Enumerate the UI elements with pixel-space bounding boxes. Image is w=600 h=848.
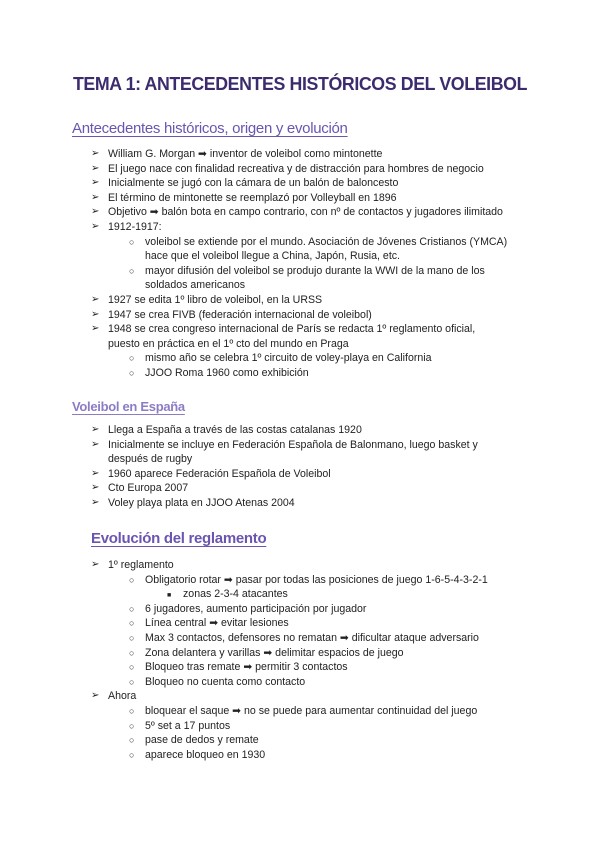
list-item: ○ Zona delantera y varillas ➡ delimitar espacios de juego xyxy=(129,646,404,659)
list-item: ○ 5º set a 17 puntos xyxy=(129,719,231,732)
list-item: ○ Bloqueo no cuenta como contacto xyxy=(129,675,306,688)
arrow-bullet-icon: ➢ xyxy=(91,177,100,189)
circle-bullet-icon: ○ xyxy=(129,662,135,673)
list-item: ○ aparece bloqueo en 1930 xyxy=(129,748,266,761)
list-item: ➢ Inicialmente se incluye en Federación Española de Balonmano, luego basket y después de rugby xyxy=(91,438,481,466)
arrow-bullet-icon: ➢ xyxy=(91,191,100,203)
arrow-bullet-icon: ➢ xyxy=(91,162,100,174)
list-item: ➢ El juego nace con finalidad recreativa y de distracción para hombres de negocio xyxy=(91,162,484,175)
arrow-bullet-icon: ➢ xyxy=(91,293,100,305)
list-item: ➢ Objetivo ➡ balón bota en campo contrario, con nº de contactos y jugadores ilimitado xyxy=(91,206,503,219)
arrow-bullet-icon: ➢ xyxy=(91,482,100,494)
list-item: ➢ Inicialmente se jugó con la cámara de un balón de baloncesto xyxy=(91,177,399,190)
arrow-bullet-icon: ➢ xyxy=(91,496,100,508)
circle-bullet-icon: ○ xyxy=(129,618,135,629)
arrow-bullet-icon: ➢ xyxy=(91,308,100,320)
spain-list xyxy=(0,423,600,511)
list-item: ➢ 1927 se edita 1º libro de voleibol, en la URSS xyxy=(91,293,323,306)
list-item: ○ pase de dedos y remate xyxy=(129,734,259,747)
list-item: ○ voleibol se extiende por el mundo. Asociación de Jóvenes Cristianos (YMCA) hace que el voleibol llegue a China, Japón, Rusia, etc. xyxy=(129,235,511,263)
list-item: ■ zonas 2-3-4 atacantes xyxy=(0,587,600,602)
circle-bullet-icon: ○ xyxy=(129,574,135,585)
list-item: ○ 6 jugadores, aumento participación por jugador xyxy=(129,602,367,615)
section-heading-spain: Voleibol en España xyxy=(72,399,185,414)
arrow-bullet-icon: ➢ xyxy=(91,690,100,702)
circle-bullet-icon: ○ xyxy=(129,367,135,378)
arrow-bullet-icon: ➢ xyxy=(91,148,100,159)
list-item: ○ Bloqueo tras remate ➡ permitir 3 contactos xyxy=(129,661,348,674)
list-item: ➢ 1960 aparece Federación Española de Voleibol xyxy=(91,467,331,480)
section-heading-rules: Evolución del reglamento xyxy=(91,530,267,547)
list-item: ➢ 1º reglamento xyxy=(91,559,174,571)
circle-bullet-icon: ○ xyxy=(129,720,135,731)
circle-bullet-icon: ○ xyxy=(129,735,135,746)
section-heading-history: Antecedentes históricos, origen y evolución xyxy=(72,120,348,137)
list-item: ➢ 1912-1917: xyxy=(91,220,162,233)
circle-bullet-icon: ○ xyxy=(129,353,135,364)
circle-bullet-icon: ○ xyxy=(129,749,135,760)
list-item: ➢ 1948 se crea congreso internacional de París se redacta 1º reglamento oficial, puesto en práctica en el 1º cto del mundo en Praga xyxy=(91,323,479,350)
list-item: ○ mayor difusión del voleibol se produjo durante la WWI de la mano de los soldados americanos xyxy=(129,264,488,292)
circle-bullet-icon: ○ xyxy=(129,647,135,658)
arrow-bullet-icon: ➢ xyxy=(91,323,100,335)
circle-bullet-icon: ○ xyxy=(129,265,135,276)
list-item: ○ mismo año se celebra 1º circuito de voley-playa en California xyxy=(129,352,432,365)
list-item: ➢ Ahora xyxy=(91,690,137,703)
rules-list xyxy=(0,558,600,762)
list-item: ➢ El término de mintonette se reemplazó por Volleyball en 1896 xyxy=(91,191,397,204)
circle-bullet-icon: ○ xyxy=(129,603,135,614)
arrow-bullet-icon: ➢ xyxy=(91,206,100,218)
arrow-bullet-icon: ➢ xyxy=(91,220,100,232)
list-item: ➢ Voley playa plata en JJOO Atenas 2004 xyxy=(91,496,295,509)
list-item: ○ Max 3 contactos, defensores no rematan ➡ dificultar ataque adversario xyxy=(129,631,479,644)
arrow-bullet-icon: ➢ xyxy=(91,424,100,435)
list-item: ➢ Cto Europa 2007 xyxy=(91,482,189,495)
history-list xyxy=(0,147,600,381)
list-item: ➢ 1947 se crea FIVB (federación internacional de voleibol) xyxy=(91,308,372,321)
circle-bullet-icon: ○ xyxy=(129,676,135,687)
page-title: TEMA 1: ANTECEDENTES HISTÓRICOS DEL VOLEIBOL xyxy=(72,73,528,94)
square-bullet-icon: ■ xyxy=(167,592,172,600)
arrow-bullet-icon: ➢ xyxy=(91,559,100,570)
arrow-bullet-icon: ➢ xyxy=(91,467,100,479)
circle-bullet-icon: ○ xyxy=(129,236,135,247)
list-item: ○ Obligatorio rotar ➡ pasar por todas las posiciones de juego 1-6-5-4-3-2-1 xyxy=(129,573,488,586)
list-item: ➢ Llega a España a través de las costas catalanas 1920 xyxy=(91,424,362,436)
circle-bullet-icon: ○ xyxy=(129,632,135,643)
list-item: ○ Línea central ➡ evitar lesiones xyxy=(129,617,289,630)
circle-bullet-icon: ○ xyxy=(129,705,135,716)
arrow-bullet-icon: ➢ xyxy=(91,438,100,450)
list-item: ➢ William G. Morgan ➡ inventor de voleibol como mintonette xyxy=(91,148,383,160)
list-item: ○ JJOO Roma 1960 como exhibición xyxy=(129,366,309,379)
list-item: ○ bloquear el saque ➡ no se puede para aumentar continuidad del juego xyxy=(129,704,478,717)
